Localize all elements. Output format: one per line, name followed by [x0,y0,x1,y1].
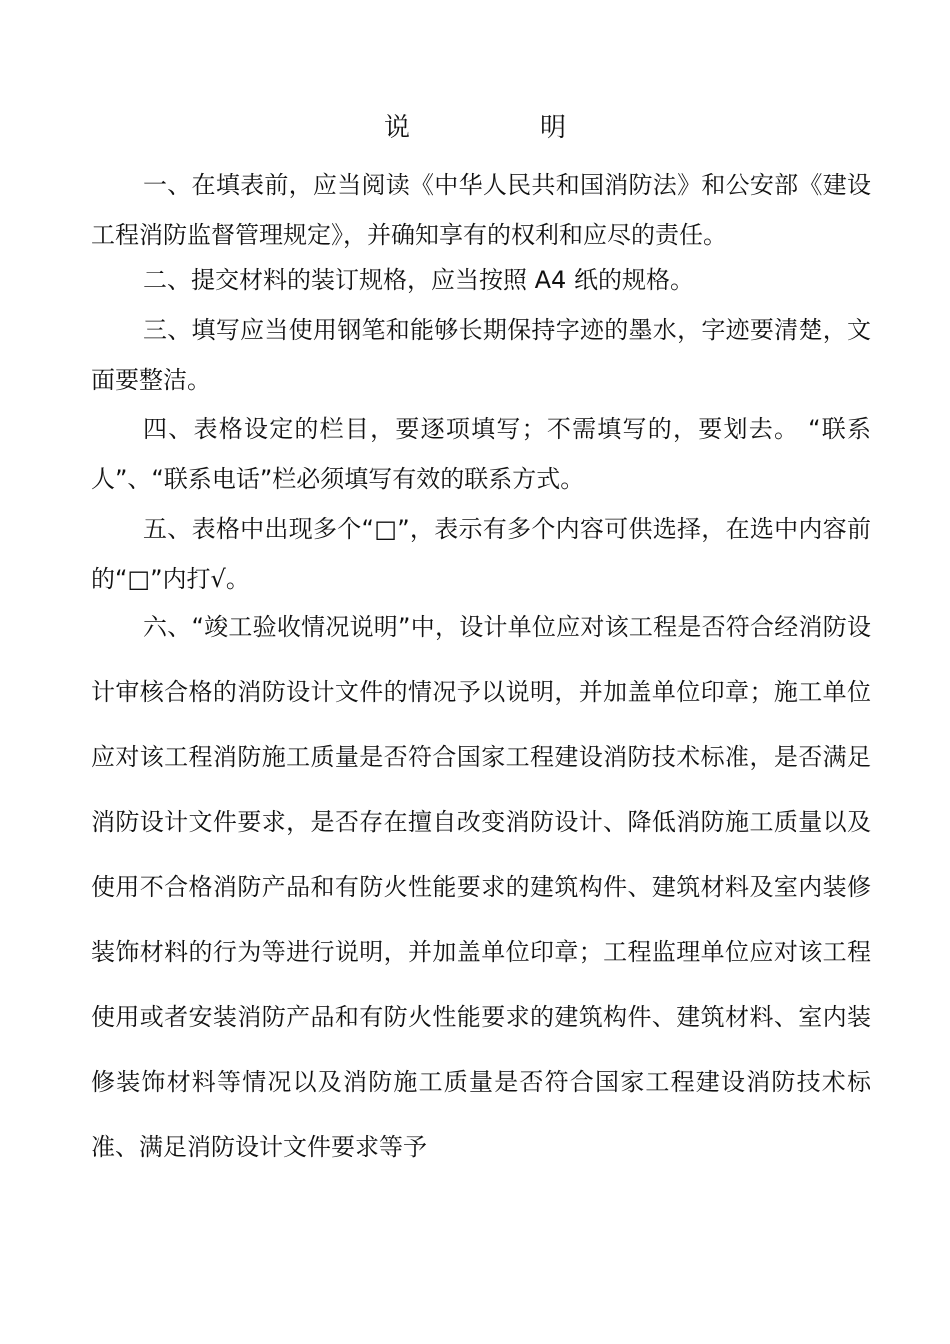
document-title: 说 明 [383,113,618,143]
instruction-paragraph-2: 二、提交材料的装订规格，应当按照 A4 纸的规格。 [143,266,694,294]
instruction-paragraph-5: 五、表格中出现多个“□”，表示有多个内容可供选择，在选中内容前的“□”内打√。 [91,515,871,593]
instruction-paragraph-6: 六、“竣工验收情况说明”中，设计单位应对该工程是否符合经消防设计审核合格的消防设计文件的情况予以说明，并加盖单位印章；施工单位应对该工程消防施工质量是否符合国家工程建设消防技术标准，是否满足消防设计文件要求，是否存在擅自改变消防设计、降低消防施工质量以及使用不合格消防产品和有防火性能要求的建筑构件、建筑材料及室内装修装饰材料的行为等进行说明，并加盖单位印章；工程监理单位应对该工程使用或者安装消防产品和有防火性能要求的建筑构件、建筑材料、室内装修装饰材料等情况以及消防施工质量是否符合国家工程建设消防技术标准、满足消防设计文件要求等予 [91,613,871,1161]
instruction-paragraph-4: 四、表格设定的栏目，要逐项填写；不需填写的，要划去。 “联系人”、“联系电话”栏必须填写有效的联系方式。 [91,415,871,493]
instruction-paragraph-3: 三、填写应当使用钢笔和能够长期保持字迹的墨水，字迹要清楚，文面要整洁。 [91,316,871,394]
instruction-paragraph-1: 一、在填表前，应当阅读《中华人民共和国消防法》和公安部《建设工程消防监督管理规定》，并确知享有的权利和应尽的责任。 [91,171,871,249]
